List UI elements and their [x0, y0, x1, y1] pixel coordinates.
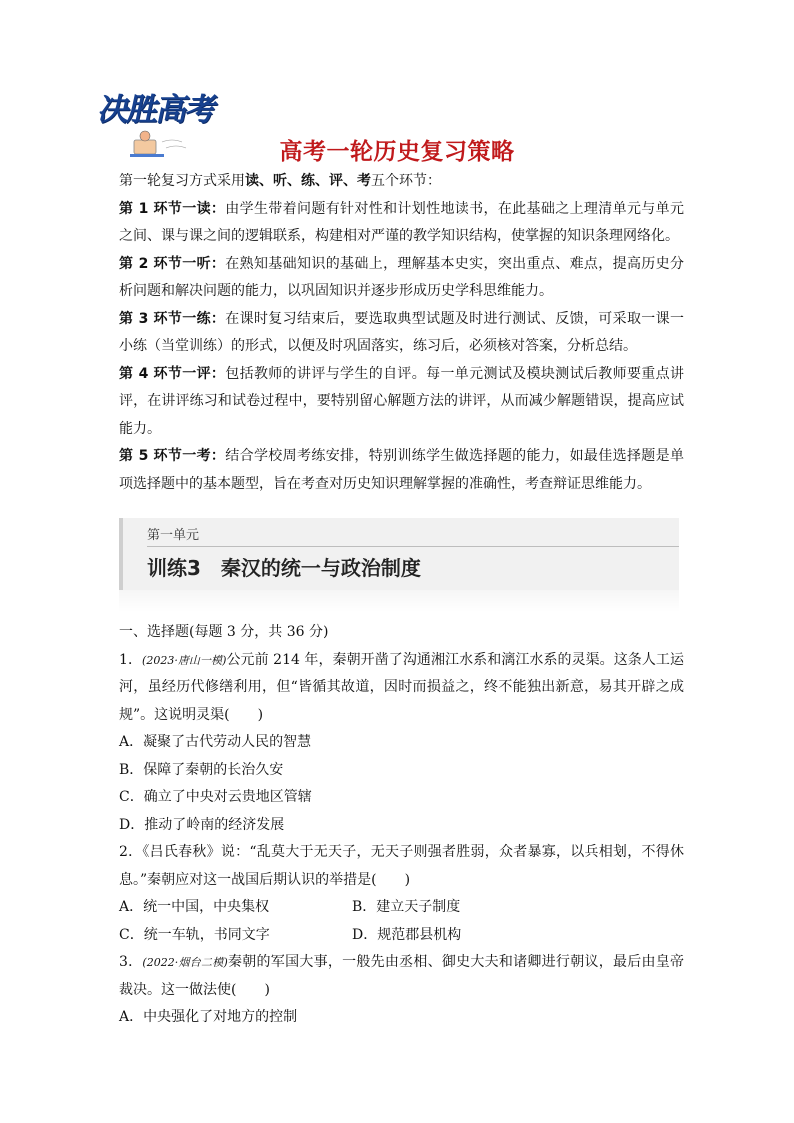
- question-number: 1．: [119, 651, 143, 668]
- page-title: 高考一轮历史复习策略: [279, 139, 515, 165]
- answer-option[interactable]: B．建立天子制度: [352, 899, 461, 915]
- step-label: 第 3 环节一练：: [119, 310, 226, 327]
- step-text: 在课时复习结束后，要选取典型试题及时进行测试、反馈，可采取一课一小练（当堂训练）的形式，以便及时巩固落实，练习后，必须核对答案，分析总结。: [119, 310, 684, 354]
- answer-option[interactable]: C．统一车轨，书同文字: [119, 926, 270, 943]
- intro-section: [119, 168, 684, 498]
- question-source: (2022·烟台二模): [142, 956, 228, 969]
- intro-lead: [119, 168, 684, 196]
- intro-lead-bold: 读、听、练、评、考: [245, 173, 371, 189]
- unit-shadow: [119, 590, 679, 612]
- question-text: 《吕氏春秋》说：“乱莫大于无天子，无天子则强者胜弱，众者暴寡，以兵相刬，不得休息。”秦朝应对这一战国后期认识的举措是( ): [119, 844, 684, 888]
- intro-step: [119, 361, 684, 444]
- step-label: 第 4 环节一评：: [119, 365, 226, 382]
- answer-option[interactable]: C．确立了中央对云贵地区管辖: [119, 789, 312, 805]
- step-label: 第 5 环节一考：: [119, 448, 226, 464]
- question-stem: [119, 839, 684, 894]
- step-label: 第 1 环节一读：: [119, 200, 226, 217]
- option-row: [119, 894, 684, 922]
- unit-header: [119, 518, 679, 614]
- question-stem: [119, 949, 684, 1004]
- answer-option[interactable]: A．中央强化了对地方的控制: [119, 1009, 298, 1025]
- step-text: 包括教师的讲评与学生的自评。每一单元测试及模块测试后教师要重点讲评，在讲评练习和试卷过程中，要特别留心解题方法的讲评，从而减少解题错误，提高应试能力。: [119, 365, 684, 437]
- unit-label: 第一单元: [147, 528, 200, 543]
- question-text: 秦朝的军国大事，一般先由丞相、御史大夫和诸卿进行朝议，最后由皇帝裁决。这一做法使( ): [119, 954, 684, 998]
- step-text: 结合学校周考练安排，特别训练学生做选择题的能力，如最佳选择题是单项选择题中的基本题型，旨在考查对历史知识理解掌握的准确性，考查辩证思维能力。: [119, 448, 684, 492]
- questions-section: [119, 619, 684, 1032]
- question-number: 2．: [119, 844, 143, 860]
- answer-option[interactable]: B．保障了秦朝的长治久安: [119, 761, 284, 778]
- intro-lead-tail: 五个环节：: [371, 173, 441, 189]
- section-heading: 一、选择题(每题 3 分，共 36 分): [119, 624, 329, 640]
- intro-step: [119, 443, 684, 498]
- logo-text: 决胜高考: [95, 92, 220, 128]
- intro-lead-text: 第一轮复习方式采用: [119, 173, 245, 189]
- intro-step: [119, 196, 684, 251]
- answer-option[interactable]: D．推动了岭南的经济发展: [119, 816, 285, 833]
- question-number: 3．: [119, 954, 143, 970]
- unit-title: 训练3 秦汉的统一与政治制度: [147, 556, 421, 580]
- intro-step: [119, 306, 684, 361]
- question-stem: [119, 647, 684, 730]
- intro-step: [119, 251, 684, 306]
- question-source: (2023·唐山一模): [142, 653, 227, 667]
- option-row: [119, 922, 684, 950]
- step-text: 由学生带着问题有针对性和计划性地读书，在此基础之上理清单元与单元之间、课与课之间的逻辑联系，构建相对严谨的教学知识结构，使掌握的知识条理网络化。: [119, 200, 684, 244]
- question-text: 公元前 214 年，秦朝开凿了沟通湘江水系和漓江水系的灵渠。这条人工运河，虽经历代修缮利用，但“皆循其故道，因时而损益之，终不能独出新意，易其开辟之成规”。这说明灵渠( ): [119, 651, 684, 723]
- answer-option[interactable]: A．统一中国，中央集权: [119, 899, 270, 915]
- step-label: 第 2 环节一听：: [119, 255, 226, 272]
- step-text: 在熟知基础知识的基础上，理解基本史实，突出重点、难点，提高历史分析问题和解决问题的能力，以巩固知识并逐步形成历史学科思维能力。: [119, 255, 684, 299]
- answer-option[interactable]: A．凝聚了古代劳动人民的智慧: [119, 734, 312, 750]
- unit-divider: [147, 546, 679, 547]
- answer-option[interactable]: D．规范郡县机构: [352, 926, 462, 943]
